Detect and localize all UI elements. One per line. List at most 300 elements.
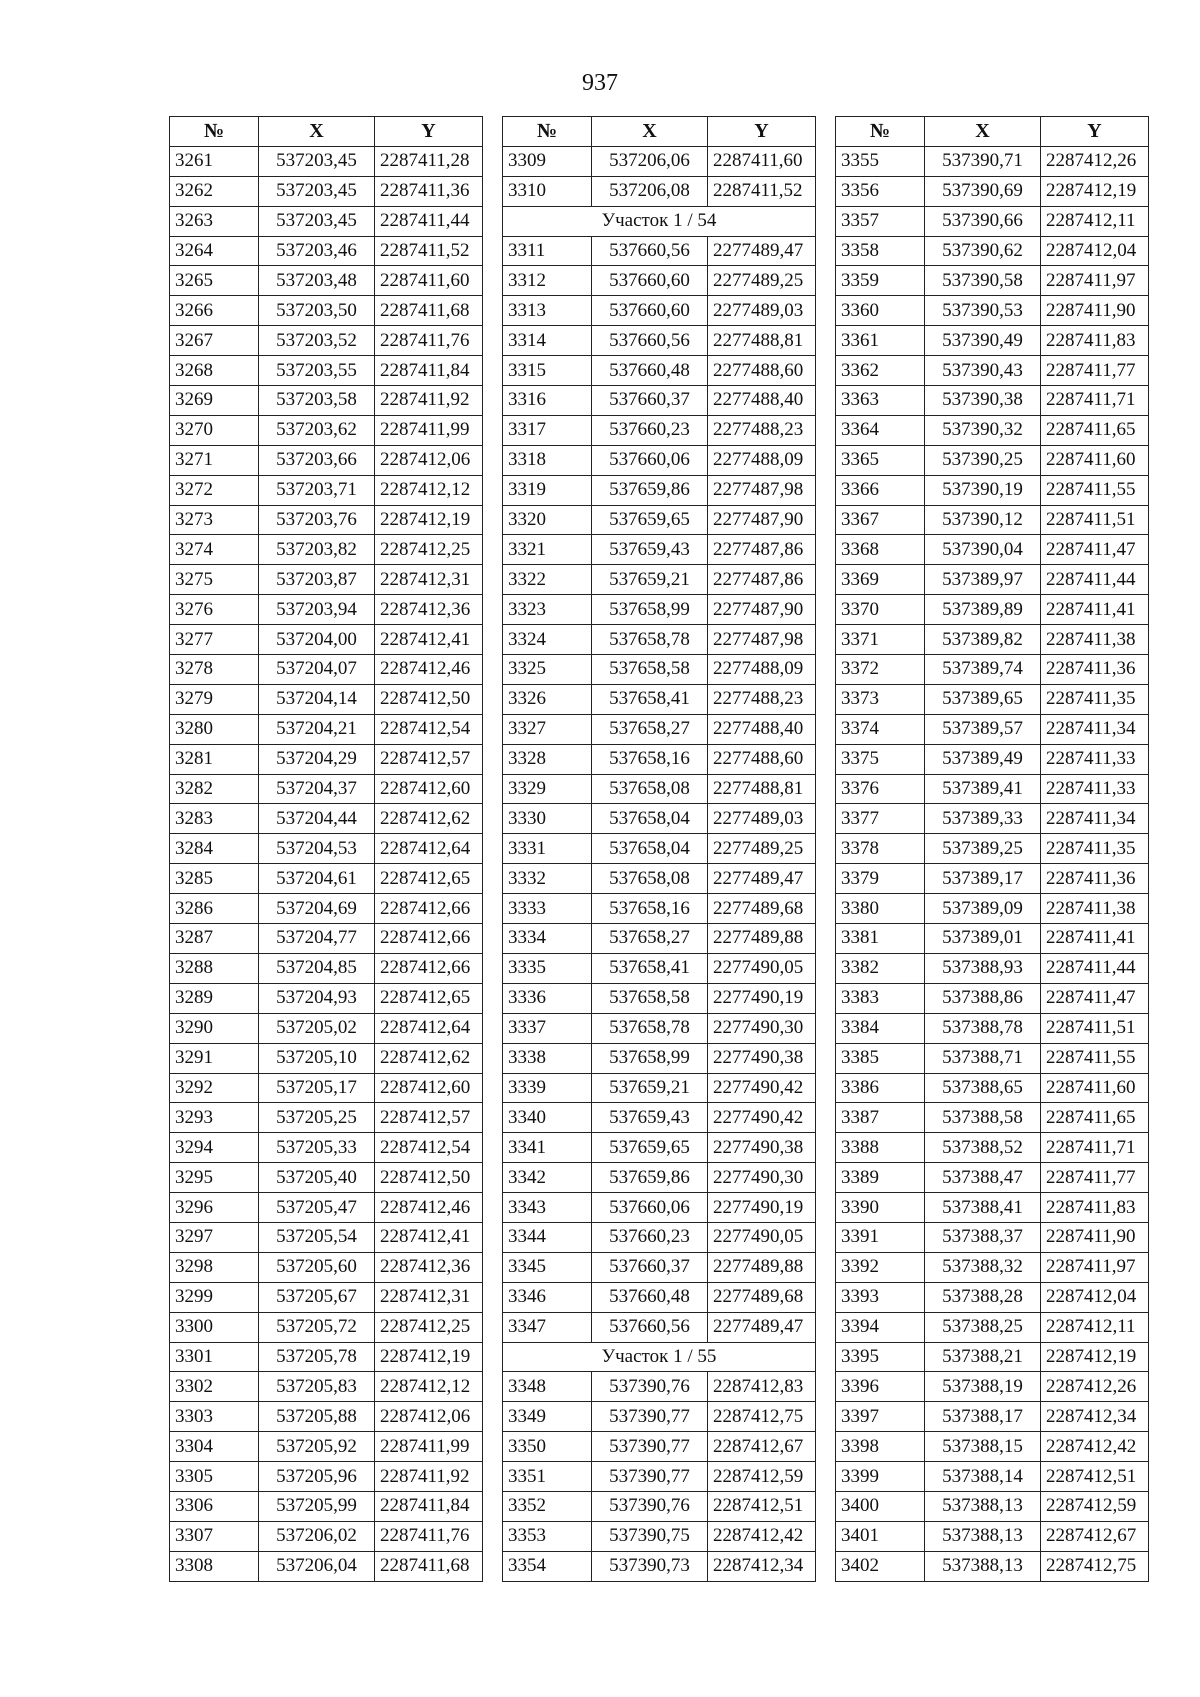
point-number: 3265 bbox=[170, 266, 259, 296]
coord-x: 537658,99 bbox=[592, 595, 708, 625]
table-row bbox=[503, 684, 816, 714]
table-row bbox=[836, 1551, 1149, 1581]
coord-y: 2287412,04 bbox=[1041, 236, 1149, 266]
table-row bbox=[503, 505, 816, 535]
table-row bbox=[170, 1163, 483, 1193]
point-number: 3273 bbox=[170, 505, 259, 535]
point-number: 3383 bbox=[836, 983, 925, 1013]
section-row bbox=[503, 206, 816, 236]
point-number: 3261 bbox=[170, 146, 259, 176]
coord-x: 537204,44 bbox=[259, 804, 375, 834]
point-number: 3298 bbox=[170, 1252, 259, 1282]
coord-y: 2277490,42 bbox=[708, 1073, 816, 1103]
coord-y: 2287412,66 bbox=[375, 894, 483, 924]
coord-x: 537660,56 bbox=[592, 1312, 708, 1342]
coord-x: 537390,71 bbox=[925, 146, 1041, 176]
point-number: 3296 bbox=[170, 1193, 259, 1223]
table-row bbox=[503, 1372, 816, 1402]
coordinates-table-3 bbox=[835, 116, 1149, 1582]
point-number: 3294 bbox=[170, 1133, 259, 1163]
coord-x: 537658,08 bbox=[592, 864, 708, 894]
coord-y: 2287412,41 bbox=[375, 1222, 483, 1252]
point-number: 3338 bbox=[503, 1043, 592, 1073]
coord-y: 2277490,42 bbox=[708, 1103, 816, 1133]
point-number: 3290 bbox=[170, 1013, 259, 1043]
header-y: Y bbox=[375, 117, 483, 147]
point-number: 3333 bbox=[503, 894, 592, 924]
coord-y: 2287411,28 bbox=[375, 146, 483, 176]
coord-x: 537205,02 bbox=[259, 1013, 375, 1043]
coord-x: 537205,72 bbox=[259, 1312, 375, 1342]
table-row bbox=[836, 1073, 1149, 1103]
table-row bbox=[503, 714, 816, 744]
point-number: 3269 bbox=[170, 386, 259, 416]
coord-x: 537658,04 bbox=[592, 834, 708, 864]
table-row bbox=[503, 1193, 816, 1223]
coord-y: 2287411,55 bbox=[1041, 1043, 1149, 1073]
header-number: № bbox=[836, 117, 925, 147]
coord-y: 2287411,83 bbox=[1041, 1193, 1149, 1223]
coord-x: 537660,56 bbox=[592, 236, 708, 266]
coord-y: 2287412,25 bbox=[375, 1312, 483, 1342]
point-number: 3376 bbox=[836, 774, 925, 804]
coord-y: 2277489,25 bbox=[708, 266, 816, 296]
table-row bbox=[170, 684, 483, 714]
coord-y: 2277489,47 bbox=[708, 1312, 816, 1342]
table-row bbox=[170, 864, 483, 894]
coord-x: 537390,77 bbox=[592, 1402, 708, 1432]
coord-y: 2277490,19 bbox=[708, 1193, 816, 1223]
point-number: 3278 bbox=[170, 655, 259, 685]
coord-y: 2287411,51 bbox=[1041, 505, 1149, 535]
coord-x: 537658,16 bbox=[592, 894, 708, 924]
table-row bbox=[836, 1432, 1149, 1462]
coord-y: 2277489,88 bbox=[708, 924, 816, 954]
point-number: 3372 bbox=[836, 655, 925, 685]
table-row bbox=[503, 834, 816, 864]
table-row bbox=[836, 1043, 1149, 1073]
point-number: 3355 bbox=[836, 146, 925, 176]
point-number: 3266 bbox=[170, 296, 259, 326]
point-number: 3315 bbox=[503, 356, 592, 386]
table-row bbox=[836, 744, 1149, 774]
coord-y: 2287412,34 bbox=[708, 1551, 816, 1581]
table-row bbox=[503, 774, 816, 804]
coord-y: 2287412,66 bbox=[375, 924, 483, 954]
table-row bbox=[836, 565, 1149, 595]
table-row bbox=[836, 1163, 1149, 1193]
coord-x: 537388,32 bbox=[925, 1252, 1041, 1282]
point-number: 3312 bbox=[503, 266, 592, 296]
point-number: 3300 bbox=[170, 1312, 259, 1342]
coord-x: 537205,92 bbox=[259, 1432, 375, 1462]
coord-y: 2287411,38 bbox=[1041, 894, 1149, 924]
coord-y: 2287412,31 bbox=[375, 1282, 483, 1312]
table-row bbox=[503, 595, 816, 625]
coord-y: 2287411,35 bbox=[1041, 834, 1149, 864]
table-row bbox=[170, 1222, 483, 1252]
coord-y: 2287412,83 bbox=[708, 1372, 816, 1402]
table-row bbox=[503, 356, 816, 386]
header-x: X bbox=[592, 117, 708, 147]
point-number: 3380 bbox=[836, 894, 925, 924]
coord-x: 537206,08 bbox=[592, 176, 708, 206]
point-number: 3343 bbox=[503, 1193, 592, 1223]
table-row bbox=[503, 176, 816, 206]
point-number: 3382 bbox=[836, 953, 925, 983]
coord-y: 2277488,23 bbox=[708, 684, 816, 714]
coord-y: 2287412,25 bbox=[375, 535, 483, 565]
table-row bbox=[170, 1073, 483, 1103]
table-row bbox=[503, 1462, 816, 1492]
coord-y: 2287411,44 bbox=[1041, 565, 1149, 595]
table-row bbox=[170, 1252, 483, 1282]
coord-y: 2287411,47 bbox=[1041, 535, 1149, 565]
coord-y: 2277489,25 bbox=[708, 834, 816, 864]
coord-x: 537204,85 bbox=[259, 953, 375, 983]
point-number: 3316 bbox=[503, 386, 592, 416]
point-number: 3305 bbox=[170, 1462, 259, 1492]
coord-x: 537390,53 bbox=[925, 296, 1041, 326]
coord-x: 537205,25 bbox=[259, 1103, 375, 1133]
coord-x: 537203,45 bbox=[259, 206, 375, 236]
coord-y: 2287411,99 bbox=[375, 415, 483, 445]
coord-y: 2277487,86 bbox=[708, 565, 816, 595]
coord-y: 2287412,57 bbox=[375, 744, 483, 774]
point-number: 3332 bbox=[503, 864, 592, 894]
table-row bbox=[170, 953, 483, 983]
coord-y: 2287412,50 bbox=[375, 1163, 483, 1193]
table-row bbox=[836, 714, 1149, 744]
coord-x: 537204,21 bbox=[259, 714, 375, 744]
coord-x: 537660,06 bbox=[592, 445, 708, 475]
table-row bbox=[170, 625, 483, 655]
point-number: 3283 bbox=[170, 804, 259, 834]
coord-y: 2287411,41 bbox=[1041, 924, 1149, 954]
table-row bbox=[170, 296, 483, 326]
coord-y: 2287411,68 bbox=[375, 296, 483, 326]
coord-x: 537660,56 bbox=[592, 326, 708, 356]
table-row bbox=[503, 1103, 816, 1133]
table-body bbox=[503, 146, 816, 1581]
point-number: 3399 bbox=[836, 1462, 925, 1492]
point-number: 3289 bbox=[170, 983, 259, 1013]
coord-y: 2277489,47 bbox=[708, 864, 816, 894]
table-row bbox=[170, 595, 483, 625]
coord-x: 537388,65 bbox=[925, 1073, 1041, 1103]
table-row bbox=[170, 565, 483, 595]
point-number: 3390 bbox=[836, 1193, 925, 1223]
point-number: 3362 bbox=[836, 356, 925, 386]
point-number: 3319 bbox=[503, 475, 592, 505]
coord-y: 2277487,90 bbox=[708, 595, 816, 625]
coordinates-table-1 bbox=[169, 116, 483, 1582]
coord-x: 537388,71 bbox=[925, 1043, 1041, 1073]
table-row bbox=[170, 1551, 483, 1581]
coord-x: 537203,82 bbox=[259, 535, 375, 565]
table-row bbox=[503, 953, 816, 983]
coord-x: 537205,67 bbox=[259, 1282, 375, 1312]
table-row bbox=[836, 595, 1149, 625]
table-row bbox=[503, 1252, 816, 1282]
coord-y: 2277488,60 bbox=[708, 356, 816, 386]
coord-x: 537388,19 bbox=[925, 1372, 1041, 1402]
table-row bbox=[836, 1133, 1149, 1163]
table-row bbox=[503, 1013, 816, 1043]
coord-x: 537205,96 bbox=[259, 1462, 375, 1492]
coord-x: 537660,60 bbox=[592, 296, 708, 326]
coord-x: 537388,37 bbox=[925, 1222, 1041, 1252]
coord-x: 537389,49 bbox=[925, 744, 1041, 774]
coord-y: 2287412,60 bbox=[375, 774, 483, 804]
coord-x: 537390,12 bbox=[925, 505, 1041, 535]
point-number: 3366 bbox=[836, 475, 925, 505]
table-row bbox=[836, 804, 1149, 834]
table-row bbox=[836, 1013, 1149, 1043]
coord-y: 2277489,03 bbox=[708, 804, 816, 834]
table-row bbox=[836, 1521, 1149, 1551]
section-row bbox=[503, 1342, 816, 1372]
point-number: 3317 bbox=[503, 415, 592, 445]
coord-x: 537389,17 bbox=[925, 864, 1041, 894]
point-number: 3281 bbox=[170, 744, 259, 774]
table-row bbox=[836, 386, 1149, 416]
table-row bbox=[503, 386, 816, 416]
table-row bbox=[836, 1491, 1149, 1521]
header-y: Y bbox=[708, 117, 816, 147]
coord-x: 537660,60 bbox=[592, 266, 708, 296]
point-number: 3395 bbox=[836, 1342, 925, 1372]
table-row bbox=[503, 1163, 816, 1193]
table-row bbox=[503, 1312, 816, 1342]
point-number: 3286 bbox=[170, 894, 259, 924]
point-number: 3279 bbox=[170, 684, 259, 714]
coord-y: 2287411,44 bbox=[1041, 953, 1149, 983]
point-number: 3392 bbox=[836, 1252, 925, 1282]
coord-x: 537389,82 bbox=[925, 625, 1041, 655]
coord-x: 537658,08 bbox=[592, 774, 708, 804]
coord-y: 2287412,12 bbox=[375, 1372, 483, 1402]
coord-x: 537205,78 bbox=[259, 1342, 375, 1372]
coord-x: 537203,46 bbox=[259, 236, 375, 266]
table-row bbox=[503, 535, 816, 565]
coord-y: 2287411,33 bbox=[1041, 774, 1149, 804]
table-row bbox=[170, 1103, 483, 1133]
point-number: 3352 bbox=[503, 1491, 592, 1521]
coord-x: 537204,14 bbox=[259, 684, 375, 714]
point-number: 3386 bbox=[836, 1073, 925, 1103]
table-row bbox=[836, 1222, 1149, 1252]
point-number: 3339 bbox=[503, 1073, 592, 1103]
coord-y: 2277487,98 bbox=[708, 625, 816, 655]
coord-x: 537203,50 bbox=[259, 296, 375, 326]
point-number: 3348 bbox=[503, 1372, 592, 1402]
coord-x: 537204,61 bbox=[259, 864, 375, 894]
coord-x: 537658,78 bbox=[592, 1013, 708, 1043]
table-row bbox=[170, 206, 483, 236]
coord-x: 537388,86 bbox=[925, 983, 1041, 1013]
coord-x: 537390,25 bbox=[925, 445, 1041, 475]
point-number: 3367 bbox=[836, 505, 925, 535]
coord-x: 537390,49 bbox=[925, 326, 1041, 356]
coord-y: 2277488,09 bbox=[708, 655, 816, 685]
coord-y: 2277489,03 bbox=[708, 296, 816, 326]
coord-y: 2277489,47 bbox=[708, 236, 816, 266]
coord-x: 537203,66 bbox=[259, 445, 375, 475]
table-row bbox=[836, 535, 1149, 565]
point-number: 3397 bbox=[836, 1402, 925, 1432]
coord-y: 2287411,36 bbox=[1041, 864, 1149, 894]
coord-y: 2287411,60 bbox=[1041, 445, 1149, 475]
header-number: № bbox=[170, 117, 259, 147]
table-row bbox=[170, 1521, 483, 1551]
coord-y: 2287412,75 bbox=[1041, 1551, 1149, 1581]
point-number: 3334 bbox=[503, 924, 592, 954]
point-number: 3349 bbox=[503, 1402, 592, 1432]
coord-x: 537658,27 bbox=[592, 924, 708, 954]
coord-x: 537390,62 bbox=[925, 236, 1041, 266]
coord-y: 2287412,42 bbox=[708, 1521, 816, 1551]
coord-x: 537389,74 bbox=[925, 655, 1041, 685]
coord-x: 537203,45 bbox=[259, 146, 375, 176]
coord-y: 2287411,60 bbox=[708, 146, 816, 176]
table-row bbox=[503, 1402, 816, 1432]
point-number: 3301 bbox=[170, 1342, 259, 1372]
coord-y: 2287411,44 bbox=[375, 206, 483, 236]
coord-y: 2277487,98 bbox=[708, 475, 816, 505]
point-number: 3387 bbox=[836, 1103, 925, 1133]
point-number: 3359 bbox=[836, 266, 925, 296]
coord-y: 2277490,19 bbox=[708, 983, 816, 1013]
coord-y: 2287412,11 bbox=[1041, 206, 1149, 236]
table-row bbox=[836, 864, 1149, 894]
coord-x: 537203,48 bbox=[259, 266, 375, 296]
coordinates-table-2 bbox=[502, 116, 816, 1582]
table-row bbox=[503, 924, 816, 954]
table-row bbox=[170, 535, 483, 565]
coord-x: 537204,37 bbox=[259, 774, 375, 804]
coord-y: 2287412,67 bbox=[708, 1432, 816, 1462]
coord-y: 2287411,52 bbox=[375, 236, 483, 266]
table-row bbox=[170, 356, 483, 386]
coord-x: 537203,55 bbox=[259, 356, 375, 386]
table-row bbox=[170, 804, 483, 834]
point-number: 3364 bbox=[836, 415, 925, 445]
point-number: 3323 bbox=[503, 595, 592, 625]
coord-y: 2287411,47 bbox=[1041, 983, 1149, 1013]
point-number: 3285 bbox=[170, 864, 259, 894]
coord-x: 537389,89 bbox=[925, 595, 1041, 625]
coord-x: 537388,78 bbox=[925, 1013, 1041, 1043]
table-row bbox=[503, 1491, 816, 1521]
coord-y: 2277490,05 bbox=[708, 953, 816, 983]
coord-y: 2287411,84 bbox=[375, 356, 483, 386]
coord-y: 2287411,35 bbox=[1041, 684, 1149, 714]
coord-y: 2287411,84 bbox=[375, 1491, 483, 1521]
coord-y: 2287412,46 bbox=[375, 1193, 483, 1223]
coord-x: 537389,41 bbox=[925, 774, 1041, 804]
point-number: 3318 bbox=[503, 445, 592, 475]
table-row bbox=[170, 1312, 483, 1342]
coord-x: 537388,47 bbox=[925, 1163, 1041, 1193]
point-number: 3363 bbox=[836, 386, 925, 416]
point-number: 3388 bbox=[836, 1133, 925, 1163]
point-number: 3299 bbox=[170, 1282, 259, 1312]
table-row bbox=[836, 953, 1149, 983]
coord-x: 537660,23 bbox=[592, 1222, 708, 1252]
coord-y: 2287412,36 bbox=[375, 595, 483, 625]
point-number: 3370 bbox=[836, 595, 925, 625]
coord-y: 2287412,51 bbox=[708, 1491, 816, 1521]
coord-x: 537659,65 bbox=[592, 1133, 708, 1163]
point-number: 3291 bbox=[170, 1043, 259, 1073]
table-row bbox=[170, 1462, 483, 1492]
coord-y: 2287411,33 bbox=[1041, 744, 1149, 774]
point-number: 3340 bbox=[503, 1103, 592, 1133]
coord-y: 2287411,71 bbox=[1041, 1133, 1149, 1163]
coord-x: 537205,10 bbox=[259, 1043, 375, 1073]
coord-x: 537203,71 bbox=[259, 475, 375, 505]
coord-y: 2287411,90 bbox=[1041, 296, 1149, 326]
point-number: 3277 bbox=[170, 625, 259, 655]
coord-x: 537388,17 bbox=[925, 1402, 1041, 1432]
coord-y: 2287412,64 bbox=[375, 1013, 483, 1043]
header-x: X bbox=[925, 117, 1041, 147]
coord-y: 2287412,12 bbox=[375, 475, 483, 505]
point-number: 3311 bbox=[503, 236, 592, 266]
point-number: 3307 bbox=[170, 1521, 259, 1551]
point-number: 3400 bbox=[836, 1491, 925, 1521]
coord-x: 537206,06 bbox=[592, 146, 708, 176]
coord-x: 537204,29 bbox=[259, 744, 375, 774]
coord-x: 537390,76 bbox=[592, 1372, 708, 1402]
point-number: 3393 bbox=[836, 1282, 925, 1312]
point-number: 3328 bbox=[503, 744, 592, 774]
coord-x: 537389,97 bbox=[925, 565, 1041, 595]
coord-x: 537658,41 bbox=[592, 684, 708, 714]
header-x: X bbox=[259, 117, 375, 147]
point-number: 3271 bbox=[170, 445, 259, 475]
table-row bbox=[170, 774, 483, 804]
point-number: 3264 bbox=[170, 236, 259, 266]
coord-y: 2287412,75 bbox=[708, 1402, 816, 1432]
point-number: 3374 bbox=[836, 714, 925, 744]
coord-y: 2287411,97 bbox=[1041, 1252, 1149, 1282]
table-row bbox=[170, 1402, 483, 1432]
coord-y: 2287411,51 bbox=[1041, 1013, 1149, 1043]
point-number: 3288 bbox=[170, 953, 259, 983]
point-number: 3275 bbox=[170, 565, 259, 595]
point-number: 3350 bbox=[503, 1432, 592, 1462]
coord-y: 2287411,77 bbox=[1041, 1163, 1149, 1193]
point-number: 3378 bbox=[836, 834, 925, 864]
coord-y: 2277488,81 bbox=[708, 774, 816, 804]
point-number: 3375 bbox=[836, 744, 925, 774]
coord-y: 2287412,19 bbox=[375, 1342, 483, 1372]
table-row bbox=[836, 296, 1149, 326]
coord-x: 537389,33 bbox=[925, 804, 1041, 834]
coord-x: 537204,93 bbox=[259, 983, 375, 1013]
point-number: 3297 bbox=[170, 1222, 259, 1252]
coord-y: 2277489,88 bbox=[708, 1252, 816, 1282]
coord-x: 537388,52 bbox=[925, 1133, 1041, 1163]
coord-y: 2287411,38 bbox=[1041, 625, 1149, 655]
coord-y: 2287411,36 bbox=[1041, 655, 1149, 685]
point-number: 3280 bbox=[170, 714, 259, 744]
coord-x: 537390,76 bbox=[592, 1491, 708, 1521]
table-row bbox=[836, 834, 1149, 864]
coord-x: 537660,48 bbox=[592, 1282, 708, 1312]
